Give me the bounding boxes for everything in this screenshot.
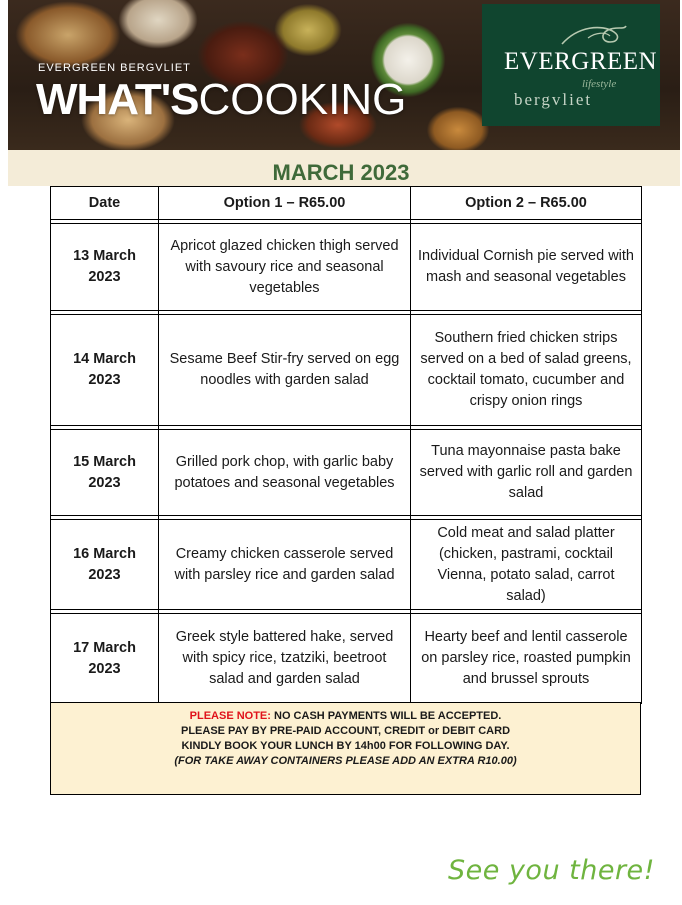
notes-line-3: KINDLY BOOK YOUR LUNCH BY 14h00 FOR FOLLOWING DAY.: [181, 740, 510, 752]
header-banner: [8, 0, 680, 150]
row-date-day: 14 March: [73, 351, 136, 367]
banner-title-bold: WHAT'S: [36, 75, 199, 124]
notes-label: PLEASE NOTE:: [189, 710, 271, 722]
logo-place: bergvliet: [514, 90, 593, 109]
leaf-icon: [558, 22, 630, 48]
table-row: [51, 224, 642, 311]
row-option-2: Southern fried chicken strips served on a bed of salad greens, cocktail tomato, cucumber and crispy onion rings: [411, 315, 642, 426]
evergreen-logo: [482, 4, 660, 126]
row-option-1: Sesame Beef Stir-fry served on egg noodles with garden salad: [159, 315, 411, 426]
logo-sub: lifestyle: [582, 78, 617, 90]
notes-line-2: PLEASE PAY BY PRE-PAID ACCOUNT, CREDIT or DEBIT CARD: [180, 725, 511, 737]
signoff-text: See you there!: [448, 855, 655, 886]
payment-notes: [50, 702, 641, 795]
row-date: [51, 224, 159, 311]
menu-table: [50, 186, 642, 704]
row-option-2: Individual Cornish pie served with mash and seasonal vegetables: [411, 224, 642, 311]
row-date: [51, 520, 159, 610]
notes-line-1: [51, 709, 640, 724]
banner-tagline: EVERGREEN BERGVLIET: [38, 62, 191, 74]
header-option-1: Option 1 – R65.00: [159, 187, 411, 220]
table-header-row: [51, 187, 642, 220]
month-title: MARCH 2023: [272, 160, 410, 185]
row-date-year: 2023: [88, 660, 121, 677]
row-date: [51, 614, 159, 704]
banner-title: [36, 76, 406, 124]
row-date-year: 2023: [88, 269, 121, 285]
row-date-year: 2023: [88, 566, 121, 583]
row-date: [51, 430, 159, 516]
notes-line-4: (FOR TAKE AWAY CONTAINERS PLEASE ADD AN EXTRA R10.00): [174, 755, 517, 767]
row-date-year: 2023: [88, 372, 121, 388]
row-date-day: 13 March: [73, 248, 136, 264]
notes-line-1-text: NO CASH PAYMENTS WILL BE ACCEPTED.: [270, 710, 502, 722]
row-date-year: 2023: [88, 474, 121, 491]
table-row: [51, 614, 642, 704]
row-date: [51, 315, 159, 426]
row-option-2: Tuna mayonnaise pasta bake served with garlic roll and garden salad: [411, 430, 642, 516]
row-option-1: Grilled pork chop, with garlic baby potatoes and seasonal vegetables: [159, 430, 411, 516]
header-option-2: Option 2 – R65.00: [411, 187, 642, 220]
row-date-day: 17 March: [73, 639, 136, 656]
row-option-2: Hearty beef and lentil casserole on parsley rice, roasted pumpkin and brussel sprouts: [411, 614, 642, 704]
logo-name: EVERGREEN: [504, 48, 658, 75]
banner-title-light: COOKING: [198, 75, 407, 124]
table-row: [51, 520, 642, 610]
row-date-day: 16 March: [73, 545, 136, 562]
row-option-1: Creamy chicken casserole served with parsley rice and garden salad: [159, 520, 411, 610]
row-option-1: Apricot glazed chicken thigh served with savoury rice and seasonal vegetables: [159, 224, 411, 311]
row-option-2: Cold meat and salad platter (chicken, pastrami, cocktail Vienna, potato salad, carrot salad): [411, 520, 642, 610]
table-row: [51, 315, 642, 426]
table-row: [51, 430, 642, 516]
header-date: Date: [51, 187, 159, 220]
row-date-day: 15 March: [73, 453, 136, 470]
row-option-1: Greek style battered hake, served with spicy rice, tzatziki, beetroot salad and garden salad: [159, 614, 411, 704]
